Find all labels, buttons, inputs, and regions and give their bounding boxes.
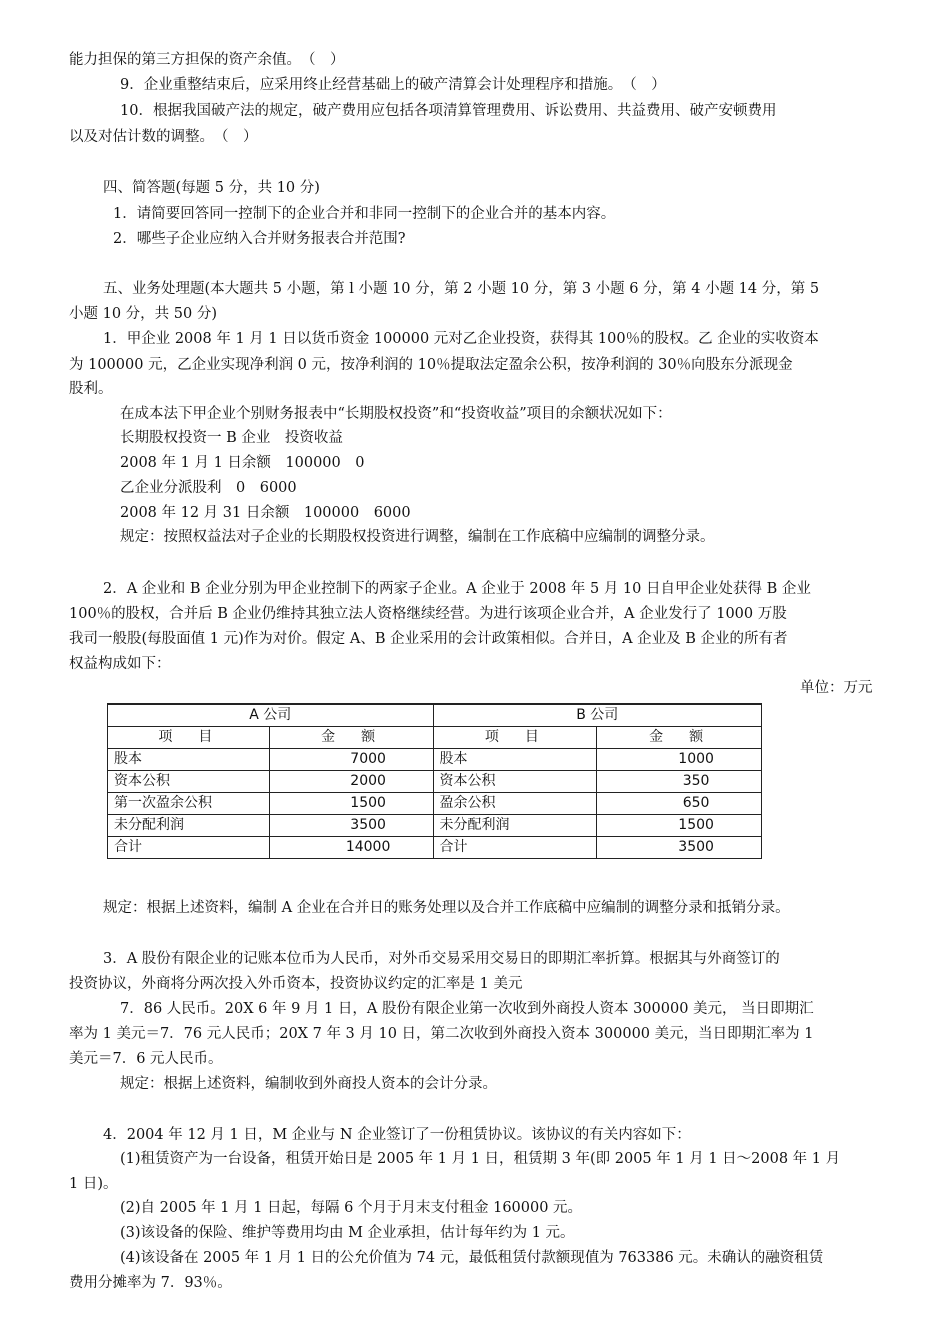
text-line: 以及对估计数的调整。 （ ） — [69, 129, 258, 145]
a-item: 股本 — [108, 749, 270, 771]
b-amount: 1000 — [597, 749, 762, 771]
col-amount-a: 金 额 — [269, 727, 433, 749]
b-amount: 3500 — [597, 837, 762, 859]
text-line: (3)该设备的保险、维护等费用均由 M 企业承担，估计每年约为 1 元。 — [120, 1225, 575, 1241]
a-item: 合计 — [108, 837, 270, 859]
b-item: 合计 — [433, 837, 597, 859]
text-line: 2．A 企业和 B 企业分别为甲企业控制下的两家子企业。A 企业于 2008 年 5 月 10 日自甲企业处获得 B 企业 — [103, 581, 811, 597]
text-line: 规定：按照权益法对子企业的长期股权投资进行调整，编制在工作底稿中应编制的调整分录。 — [120, 529, 715, 545]
b-amount: 1500 — [597, 815, 762, 837]
a-amount: 14000 — [269, 837, 433, 859]
col-amount-b: 金 额 — [597, 727, 762, 749]
text-line: 2008 年 12 月 31 日余额 100000 6000 — [120, 505, 411, 521]
text-line: 投资协议，外商将分两次投入外币资本，投资协议约定的汇率是 1 美元 — [69, 976, 523, 992]
text-line: 乙企业分派股利 0 6000 — [120, 480, 297, 496]
text-line: (1)租赁资产为一台设备，租赁开始日是 2005 年 1 月 1 日，租赁期 3 年(即 2005 年 1 月 1 日～2008 年 1 月 — [120, 1151, 841, 1167]
text-line: 规定：根据上述资料，编制 A 企业在合并日的账务处理以及合并工作底稿中应编制的调整分录和抵销分录。 — [103, 900, 790, 916]
table-column-header — [108, 727, 762, 749]
text-line: 长期股权投资一 B 企业 投资收益 — [120, 430, 343, 446]
a-item: 资本公积 — [108, 771, 270, 793]
text-line: 美元＝7．6 元人民币。 — [69, 1051, 223, 1067]
table-row-total — [108, 837, 762, 859]
text-line: 1．请简要回答同一控制下的企业合并和非同一控制下的企业合并的基本内容。 — [113, 206, 616, 222]
b-item: 股本 — [433, 749, 597, 771]
text-line: 在成本法下甲企业个别财务报表中“长期股权投资”和“投资收益”项目的余额状况如下： — [120, 406, 672, 422]
text-line: 权益构成如下： — [69, 656, 171, 672]
equity-table — [107, 703, 762, 859]
text-line: 7．86 人民币。20X 6 年 9 月 1 日，A 股份有限企业第一次收到外商投人资本 300000 美元， 当日即期汇 — [120, 1001, 814, 1017]
b-amount: 650 — [597, 793, 762, 815]
a-amount: 1500 — [269, 793, 433, 815]
text-line: 股利。 — [69, 381, 113, 397]
text-line: 3．A 股份有限企业的记账本位币为人民币，对外币交易采用交易日的即期汇率折算。根据其与外商签订的 — [103, 951, 780, 967]
section-heading: 五、业务处理题(本大题共 5 小题，第 l 小题 10 分，第 2 小题 10 分，第 3 小题 6 分，第 4 小题 14 分，第 5 — [103, 281, 820, 297]
text-line: 小题 10 分，共 50 分) — [69, 306, 217, 322]
a-item: 第一次盈余公积 — [108, 793, 270, 815]
text-line: 2．哪些子企业应纳入合并财务报表合并范围? — [113, 231, 406, 247]
a-item: 未分配利润 — [108, 815, 270, 837]
table-row — [108, 749, 762, 771]
text-line: 10．根据我国破产法的规定，破产费用应包括各项清算管理费用、诉讼费用、共益费用、破产安顿费用 — [120, 103, 777, 119]
table-row — [108, 771, 762, 793]
table-row — [108, 793, 762, 815]
text-line: 1 日)。 — [69, 1176, 118, 1192]
text-line: 9．企业重整结束后，应采用终止经营基础上的破产清算会计处理程序和措施。 （ ） — [120, 77, 666, 93]
b-item: 未分配利润 — [433, 815, 597, 837]
a-amount: 7000 — [269, 749, 433, 771]
text-line: 4．2004 年 12 月 1 日，M 企业与 N 企业签订了一份租赁协议。该协议的有关内容如下： — [103, 1127, 691, 1143]
a-amount: 2000 — [269, 771, 433, 793]
text-line: 100％的股权，合并后 B 企业仍维持其独立法人资格继续经营。为进行该项企业合并，A 企业发行了 1000 万股 — [69, 606, 787, 622]
b-amount: 350 — [597, 771, 762, 793]
text-line: 能力担保的第三方担保的资产余值。 （ ） — [69, 52, 345, 68]
text-line: (2)自 2005 年 1 月 1 日起，每隔 6 个月于月末支付租金 160000 元。 — [120, 1200, 583, 1216]
b-item: 盈余公积 — [433, 793, 597, 815]
text-line: 我司一般股(每股面值 1 元)作为对价。假定 A、B 企业采用的会计政策相似。合并日，A 企业及 B 企业的所有者 — [69, 631, 788, 647]
text-line: 费用分摊率为 7．93％。 — [69, 1275, 232, 1291]
col-item-a: 项 目 — [108, 727, 270, 749]
section-heading: 四、简答题(每题 5 分，共 10 分) — [103, 180, 320, 196]
text-line: 1．甲企业 2008 年 1 月 1 日以货币资金 100000 元对乙企业投资，获得其 100％的股权。乙 企业的实收资本 — [103, 331, 819, 347]
text-line: 规定：根据上述资料，编制收到外商投人资本的会计分录。 — [120, 1076, 497, 1092]
company-b-header: B 公司 — [433, 704, 762, 727]
text-line: 率为 1 美元＝7．76 元人民币；20X 7 年 3 月 10 日，第二次收到外商投入资本 300000 美元，当日即期汇率为 1 — [69, 1026, 814, 1042]
text-line: 为 100000 元，乙企业实现净利润 0 元，按净利润的 10％提取法定盈余公积，按净利润的 30％向股东分派现金 — [69, 357, 793, 373]
text-line: 2008 年 1 月 1 日余额 100000 0 — [120, 455, 365, 471]
col-item-b: 项 目 — [433, 727, 597, 749]
unit-label: 单位：万元 — [800, 680, 873, 696]
company-a-header: A 公司 — [108, 704, 434, 727]
a-amount: 3500 — [269, 815, 433, 837]
text-line: (4)该设备在 2005 年 1 月 1 日的公允价值为 74 元，最低租赁付款额现值为 763386 元。未确认的融资租赁 — [120, 1250, 824, 1266]
table-row — [108, 815, 762, 837]
table-company-header — [108, 704, 762, 727]
b-item: 资本公积 — [433, 771, 597, 793]
